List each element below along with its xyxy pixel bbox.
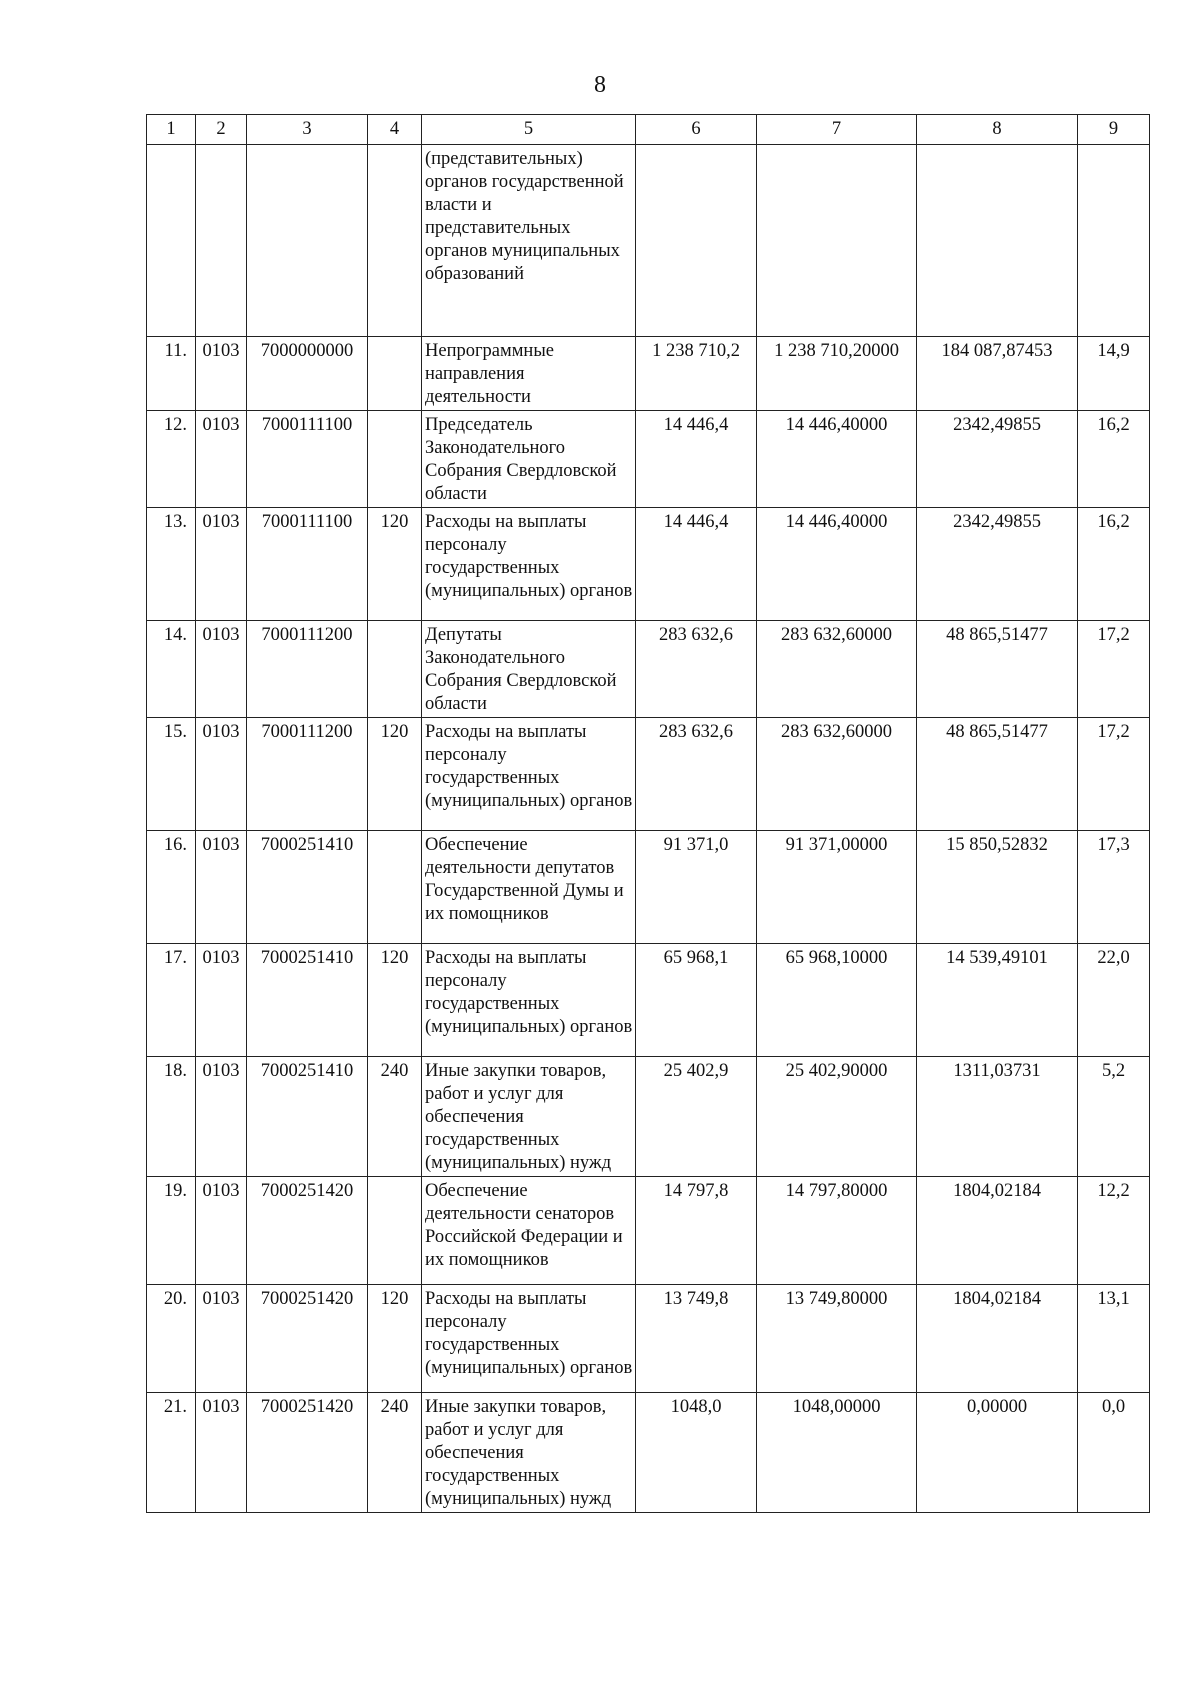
value-col6-cell: 1 238 710,2: [636, 337, 757, 411]
value-col8-cell: 0,00000: [917, 1393, 1078, 1513]
table-row: [147, 944, 1150, 1057]
row-number-cell: 17.: [147, 944, 196, 1057]
table-cell: [1078, 145, 1150, 337]
row-number-cell: 15.: [147, 718, 196, 831]
row-name-cell: Обеспечение деятельности сенаторов Российской Федерации и их помощников: [422, 1177, 636, 1285]
header-cell: 6: [636, 115, 757, 145]
table-row: [147, 508, 1150, 621]
article-code-cell: 7000251420: [247, 1393, 368, 1513]
header-cell: 1: [147, 115, 196, 145]
section-code-cell: 0103: [196, 337, 247, 411]
page-number: 8: [594, 72, 606, 98]
value-col7-cell: 13 749,80000: [757, 1285, 917, 1393]
expense-type-cell: [368, 411, 422, 508]
value-col7-cell: 283 632,60000: [757, 621, 917, 718]
article-code-cell: 7000251420: [247, 1177, 368, 1285]
expense-type-cell: 120: [368, 944, 422, 1057]
expense-type-cell: [368, 1177, 422, 1285]
header-cell: 8: [917, 115, 1078, 145]
value-col9-cell: 13,1: [1078, 1285, 1150, 1393]
value-col7-cell: 283 632,60000: [757, 718, 917, 831]
expense-type-cell: 240: [368, 1393, 422, 1513]
article-code-cell: 7000251410: [247, 831, 368, 944]
header-cell: 9: [1078, 115, 1150, 145]
value-col8-cell: 1311,03731: [917, 1057, 1078, 1177]
expense-type-cell: 120: [368, 508, 422, 621]
value-col7-cell: 14 446,40000: [757, 508, 917, 621]
row-name-cell: Расходы на выплаты персоналу государственных (муниципальных) органов: [422, 1285, 636, 1393]
table-row: [147, 411, 1150, 508]
value-col9-cell: 16,2: [1078, 411, 1150, 508]
header-cell: 3: [247, 115, 368, 145]
value-col9-cell: 0,0: [1078, 1393, 1150, 1513]
value-col6-cell: 283 632,6: [636, 718, 757, 831]
section-code-cell: 0103: [196, 718, 247, 831]
section-code-cell: 0103: [196, 1285, 247, 1393]
table-cell: [757, 145, 917, 337]
row-number-cell: 11.: [147, 337, 196, 411]
value-col6-cell: 91 371,0: [636, 831, 757, 944]
value-col8-cell: 2342,49855: [917, 508, 1078, 621]
value-col9-cell: 17,2: [1078, 621, 1150, 718]
article-code-cell: 7000251410: [247, 1057, 368, 1177]
header-cell: 2: [196, 115, 247, 145]
value-col6-cell: 14 446,4: [636, 508, 757, 621]
table-row: [147, 621, 1150, 718]
section-code-cell: 0103: [196, 508, 247, 621]
value-col6-cell: 14 446,4: [636, 411, 757, 508]
row-number-cell: 14.: [147, 621, 196, 718]
table-row: [147, 831, 1150, 944]
row-name-cell: Расходы на выплаты персоналу государственных (муниципальных) органов: [422, 944, 636, 1057]
value-col6-cell: 1048,0: [636, 1393, 757, 1513]
value-col7-cell: 1 238 710,20000: [757, 337, 917, 411]
table-cell: [247, 145, 368, 337]
article-code-cell: 7000111200: [247, 621, 368, 718]
row-number-cell: 20.: [147, 1285, 196, 1393]
value-col9-cell: 16,2: [1078, 508, 1150, 621]
value-col9-cell: 14,9: [1078, 337, 1150, 411]
table-row: [147, 1393, 1150, 1513]
article-code-cell: 7000111200: [247, 718, 368, 831]
table-cell: [917, 145, 1078, 337]
table-row: [147, 718, 1150, 831]
value-col7-cell: 14 797,80000: [757, 1177, 917, 1285]
section-code-cell: 0103: [196, 1177, 247, 1285]
value-col7-cell: 1048,00000: [757, 1393, 917, 1513]
value-col6-cell: 283 632,6: [636, 621, 757, 718]
value-col9-cell: 17,3: [1078, 831, 1150, 944]
table-header-row: [147, 115, 1150, 145]
row-name-cell: (представительных) органов государственной власти и представительных органов муниципальных образований: [422, 145, 636, 337]
row-name-cell: Расходы на выплаты персоналу государственных (муниципальных) органов: [422, 718, 636, 831]
article-code-cell: 7000000000: [247, 337, 368, 411]
value-col8-cell: 2342,49855: [917, 411, 1078, 508]
value-col6-cell: 13 749,8: [636, 1285, 757, 1393]
value-col9-cell: 5,2: [1078, 1057, 1150, 1177]
expense-type-cell: 120: [368, 718, 422, 831]
table-cell: [147, 145, 196, 337]
section-code-cell: 0103: [196, 831, 247, 944]
article-code-cell: 7000251410: [247, 944, 368, 1057]
value-col6-cell: 65 968,1: [636, 944, 757, 1057]
header-cell: 7: [757, 115, 917, 145]
row-number-cell: 19.: [147, 1177, 196, 1285]
article-code-cell: 7000111100: [247, 411, 368, 508]
continuation-row: [147, 145, 1150, 337]
table-row: [147, 337, 1150, 411]
expense-type-cell: [368, 621, 422, 718]
expense-type-cell: 120: [368, 1285, 422, 1393]
value-col8-cell: 48 865,51477: [917, 718, 1078, 831]
value-col7-cell: 25 402,90000: [757, 1057, 917, 1177]
header-cell: 4: [368, 115, 422, 145]
expense-type-cell: [368, 831, 422, 944]
value-col8-cell: 184 087,87453: [917, 337, 1078, 411]
row-name-cell: Обеспечение деятельности депутатов Государственной Думы и их помощников: [422, 831, 636, 944]
expense-type-cell: [368, 337, 422, 411]
budget-table: [146, 114, 1150, 1513]
row-name-cell: Депутаты Законодательного Собрания Свердловской области: [422, 621, 636, 718]
value-col9-cell: 12,2: [1078, 1177, 1150, 1285]
value-col8-cell: 1804,02184: [917, 1285, 1078, 1393]
section-code-cell: 0103: [196, 621, 247, 718]
row-name-cell: Председатель Законодательного Собрания Свердловской области: [422, 411, 636, 508]
row-name-cell: Иные закупки товаров, работ и услуг для обеспечения государственных (муниципальных) нужд: [422, 1393, 636, 1513]
row-name-cell: Непрограммные направления деятельности: [422, 337, 636, 411]
row-number-cell: 12.: [147, 411, 196, 508]
row-number-cell: 13.: [147, 508, 196, 621]
value-col6-cell: 25 402,9: [636, 1057, 757, 1177]
table-row: [147, 1057, 1150, 1177]
article-code-cell: 7000111100: [247, 508, 368, 621]
section-code-cell: 0103: [196, 411, 247, 508]
value-col8-cell: 14 539,49101: [917, 944, 1078, 1057]
value-col9-cell: 17,2: [1078, 718, 1150, 831]
value-col7-cell: 65 968,10000: [757, 944, 917, 1057]
row-number-cell: 21.: [147, 1393, 196, 1513]
row-name-cell: Иные закупки товаров, работ и услуг для обеспечения государственных (муниципальных) нужд: [422, 1057, 636, 1177]
value-col8-cell: 48 865,51477: [917, 621, 1078, 718]
value-col7-cell: 14 446,40000: [757, 411, 917, 508]
table-row: [147, 1177, 1150, 1285]
value-col8-cell: 1804,02184: [917, 1177, 1078, 1285]
table-cell: [368, 145, 422, 337]
row-name-cell: Расходы на выплаты персоналу государственных (муниципальных) органов: [422, 508, 636, 621]
table-row: [147, 1285, 1150, 1393]
row-number-cell: 18.: [147, 1057, 196, 1177]
table-cell: [196, 145, 247, 337]
header-cell: 5: [422, 115, 636, 145]
value-col8-cell: 15 850,52832: [917, 831, 1078, 944]
section-code-cell: 0103: [196, 944, 247, 1057]
table-cell: [636, 145, 757, 337]
article-code-cell: 7000251420: [247, 1285, 368, 1393]
value-col7-cell: 91 371,00000: [757, 831, 917, 944]
expense-type-cell: 240: [368, 1057, 422, 1177]
section-code-cell: 0103: [196, 1057, 247, 1177]
row-number-cell: 16.: [147, 831, 196, 944]
value-col6-cell: 14 797,8: [636, 1177, 757, 1285]
section-code-cell: 0103: [196, 1393, 247, 1513]
value-col9-cell: 22,0: [1078, 944, 1150, 1057]
